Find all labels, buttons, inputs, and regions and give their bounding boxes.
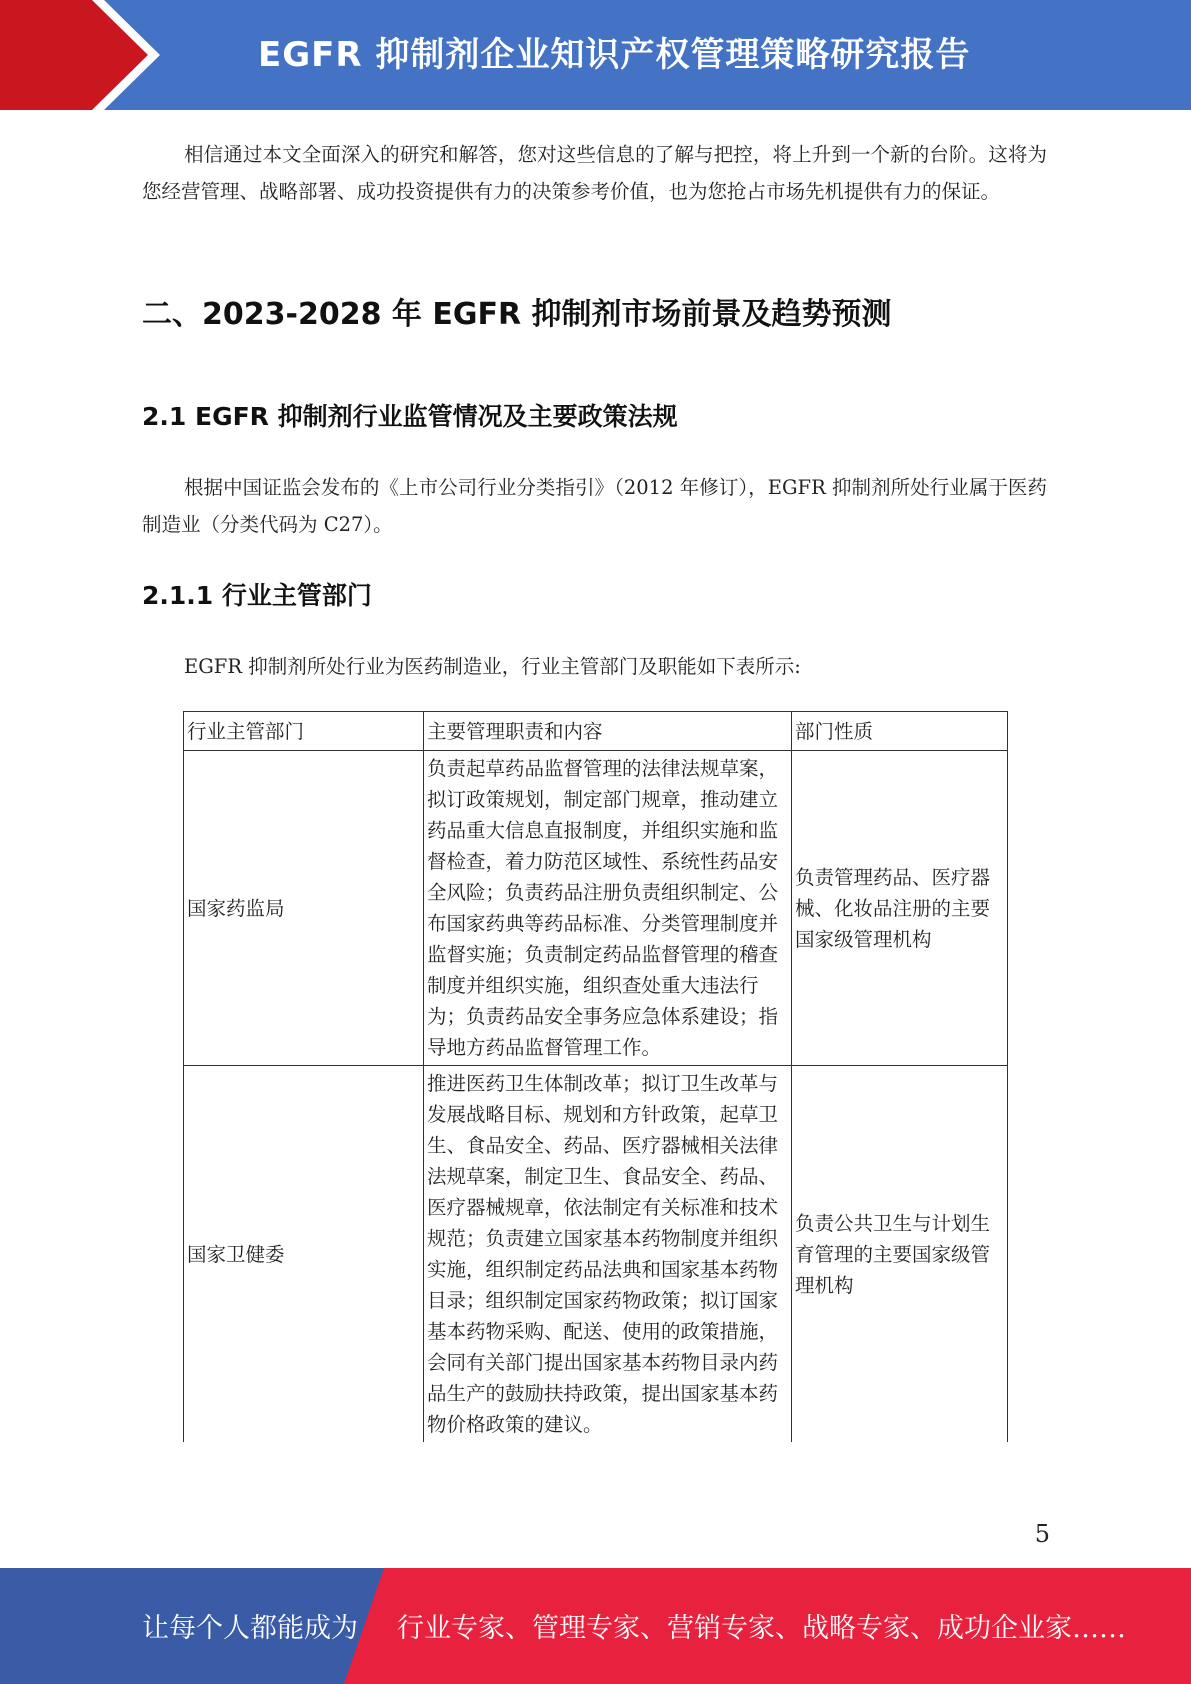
section-2-heading: 二、2023-2028 年 EGFR 抑制剂市场前景及趋势预测: [142, 297, 892, 332]
intro-paragraph: 相信通过本文全面深入的研究和解答，您对这些信息的了解与把控，将上升到一个新的台阶。这将为您经营管理、战略部署、成功投资提供有力的决策参考价值，也为您抢占市场先机提供有力的保证。: [142, 143, 1047, 203]
page-header: [0, 0, 1191, 110]
department-duties: 负责起草药品监督管理的法律法规草案，拟订政策规划，制定部门规章，推动建立药品重大信息直报制度，并组织实施和监督检查，着力防范区域性、系统性药品安全风险；负责药品注册负责组织制定、公布国家药典等药品标准、分类管理制度并监督实施；负责制定药品监督管理的稽查制度并组织实施，组织查处重大违法行为；负责药品安全事务应急体系建设；指导地方药品监督管理工作。: [424, 751, 792, 1066]
section-2-1-1-paragraph: EGFR 抑制剂所处行业为医药制造业，行业主管部门及职能如下表所示:: [184, 655, 801, 678]
department-nature: 负责公共卫生与计划生育管理的主要国家级管理机构: [792, 1066, 1008, 1443]
table-header-row: [184, 712, 1008, 751]
footer-slogan-right: 行业专家、管理专家、营销专家、战略专家、成功企业家……: [397, 1613, 1126, 1644]
department-table: [183, 711, 1008, 1442]
department-nature: 负责管理药品、医疗器械、化妆品注册的主要国家级管理机构: [792, 751, 1008, 1066]
report-title: EGFR 抑制剂企业知识产权管理策略研究报告: [258, 35, 971, 75]
department-name: 国家卫健委: [184, 1066, 424, 1443]
department-duties: 推进医药卫生体制改革；拟订卫生改革与发展战略目标、规划和方针政策，起草卫生、食品安全、药品、医疗器械相关法律法规草案，制定卫生、食品安全、药品、医疗器械规章，依法制定有关标准和技术规范；负责建立国家基本药物制度并组织实施，组织制定药品法典和国家基本药物目录；组织制定国家药物政策；拟订国家基本药物采购、配送、使用的政策措施，会同有关部门提出国家基本药物目录内药品生产的鼓励扶持政策，提出国家基本药物价格政策的建议。: [424, 1066, 792, 1443]
section-2-1-heading: 2.1 EGFR 抑制剂行业监管情况及主要政策法规: [142, 402, 678, 431]
header-red-arrow: [0, 0, 148, 110]
department-name: 国家药监局: [184, 751, 424, 1066]
table-row: [184, 751, 1008, 1066]
column-header-duties: 主要管理职责和内容: [424, 712, 792, 751]
page-number: 5: [1034, 1520, 1050, 1548]
page-footer: [0, 1568, 1191, 1684]
column-header-nature: 部门性质: [792, 712, 1008, 751]
table-row: [184, 1066, 1008, 1443]
column-header-department: 行业主管部门: [184, 712, 424, 751]
section-2-1-paragraph: 根据中国证监会发布的《上市公司行业分类指引》（2012 年修订），EGFR 抑制剂所处行业属于医药制造业（分类代码为 C27）。: [142, 476, 1047, 536]
footer-slogan-left: 让每个人都能成为: [142, 1613, 358, 1644]
section-2-1-1-heading: 2.1.1 行业主管部门: [142, 581, 372, 610]
